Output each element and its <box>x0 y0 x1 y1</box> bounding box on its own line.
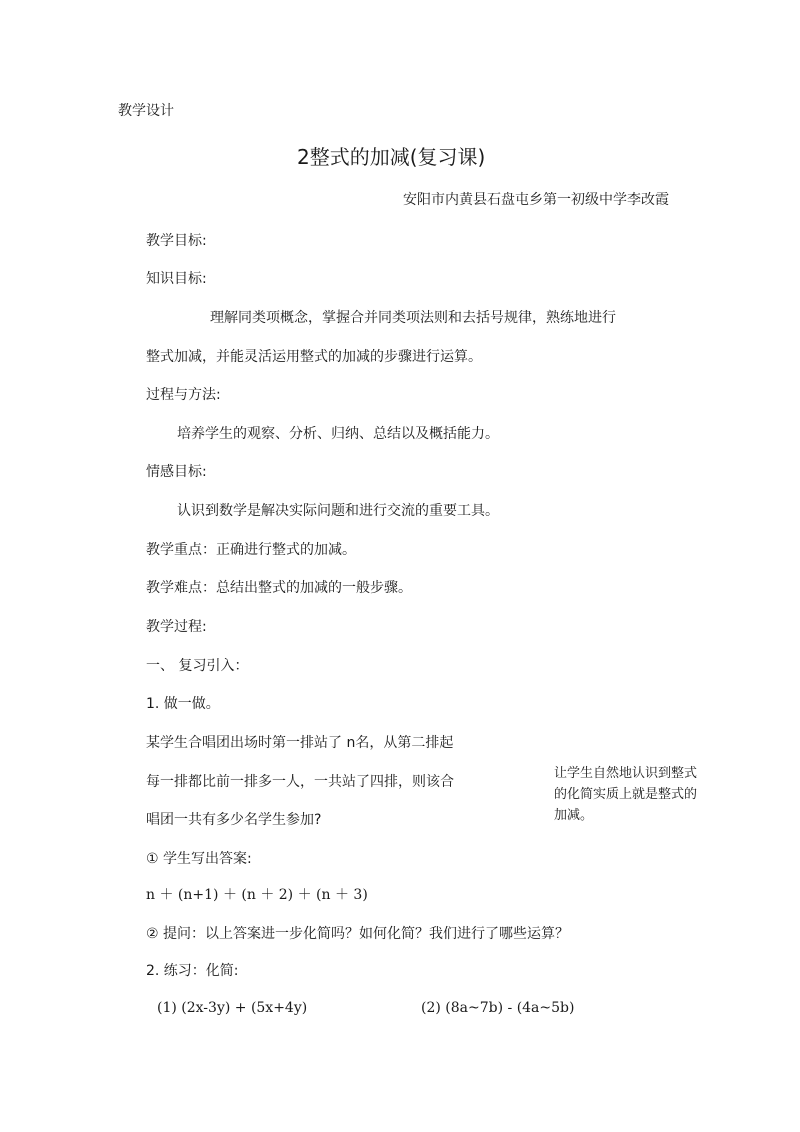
header-label: 教学设计 <box>118 103 174 119</box>
process-method-label: 过程与方法: <box>146 387 221 403</box>
difficulty: 教学难点：总结出整式的加减的一般步骤。 <box>146 580 412 596</box>
process-method-text: 培养学生的观察、分析、归纳、总结以及概括能力。 <box>177 426 499 442</box>
process-heading: 教学过程: <box>146 619 207 635</box>
knowledge-label: 知识目标: <box>146 271 207 287</box>
item-do-it: 1. 做一做。 <box>146 696 220 712</box>
knowledge-text-line1: 理解同类项概念，掌握合并同类项法则和去括号规律，熟练地进行 <box>210 310 616 326</box>
problem-line2: 每一排都比前一排多一人，一共站了四排，则该合 <box>146 774 454 790</box>
exercise-1: (1) (2x-3y) + (5x+4y) <box>157 1000 308 1016</box>
answer-expression: n ＋ (n+1) ＋ (n ＋ 2) ＋ (n ＋ 3) <box>146 887 368 903</box>
item-exercise: 2. 练习：化简: <box>146 963 239 979</box>
knowledge-text-line2: 整式加减，并能灵活运用整式的加减的步骤进行运算。 <box>146 349 482 365</box>
problem-line3: 唱团一共有多少名学生参加? <box>146 812 322 828</box>
emotion-label: 情感目标: <box>146 464 207 480</box>
exercise-2: (2) (8a~7b) - (4a~5b) <box>421 1000 575 1016</box>
key-point: 教学重点：正确进行整式的加减。 <box>146 542 356 558</box>
problem-line1: 某学生合唱团出场时第一排站了 n名，从第二排起 <box>146 735 454 751</box>
section-heading: 一、 复习引入： <box>146 658 249 674</box>
page-title: 2整式的加减(复习课) <box>297 145 486 169</box>
step-answer: ① 学生写出答案: <box>146 851 252 867</box>
side-note: 让学生自然地认识到整式的化简实质上就是整式的加减。 <box>554 766 698 823</box>
emotion-text: 认识到数学是解决实际问题和进行交流的重要工具。 <box>177 503 499 519</box>
objectives-label: 教学目标: <box>146 233 207 249</box>
author-line: 安阳市内黄县石盘屯乡第一初级中学李改霞 <box>403 192 669 208</box>
step-question: ② 提问：以上答案进一步化简吗？如何化简？我们进行了哪些运算？ <box>146 926 569 942</box>
